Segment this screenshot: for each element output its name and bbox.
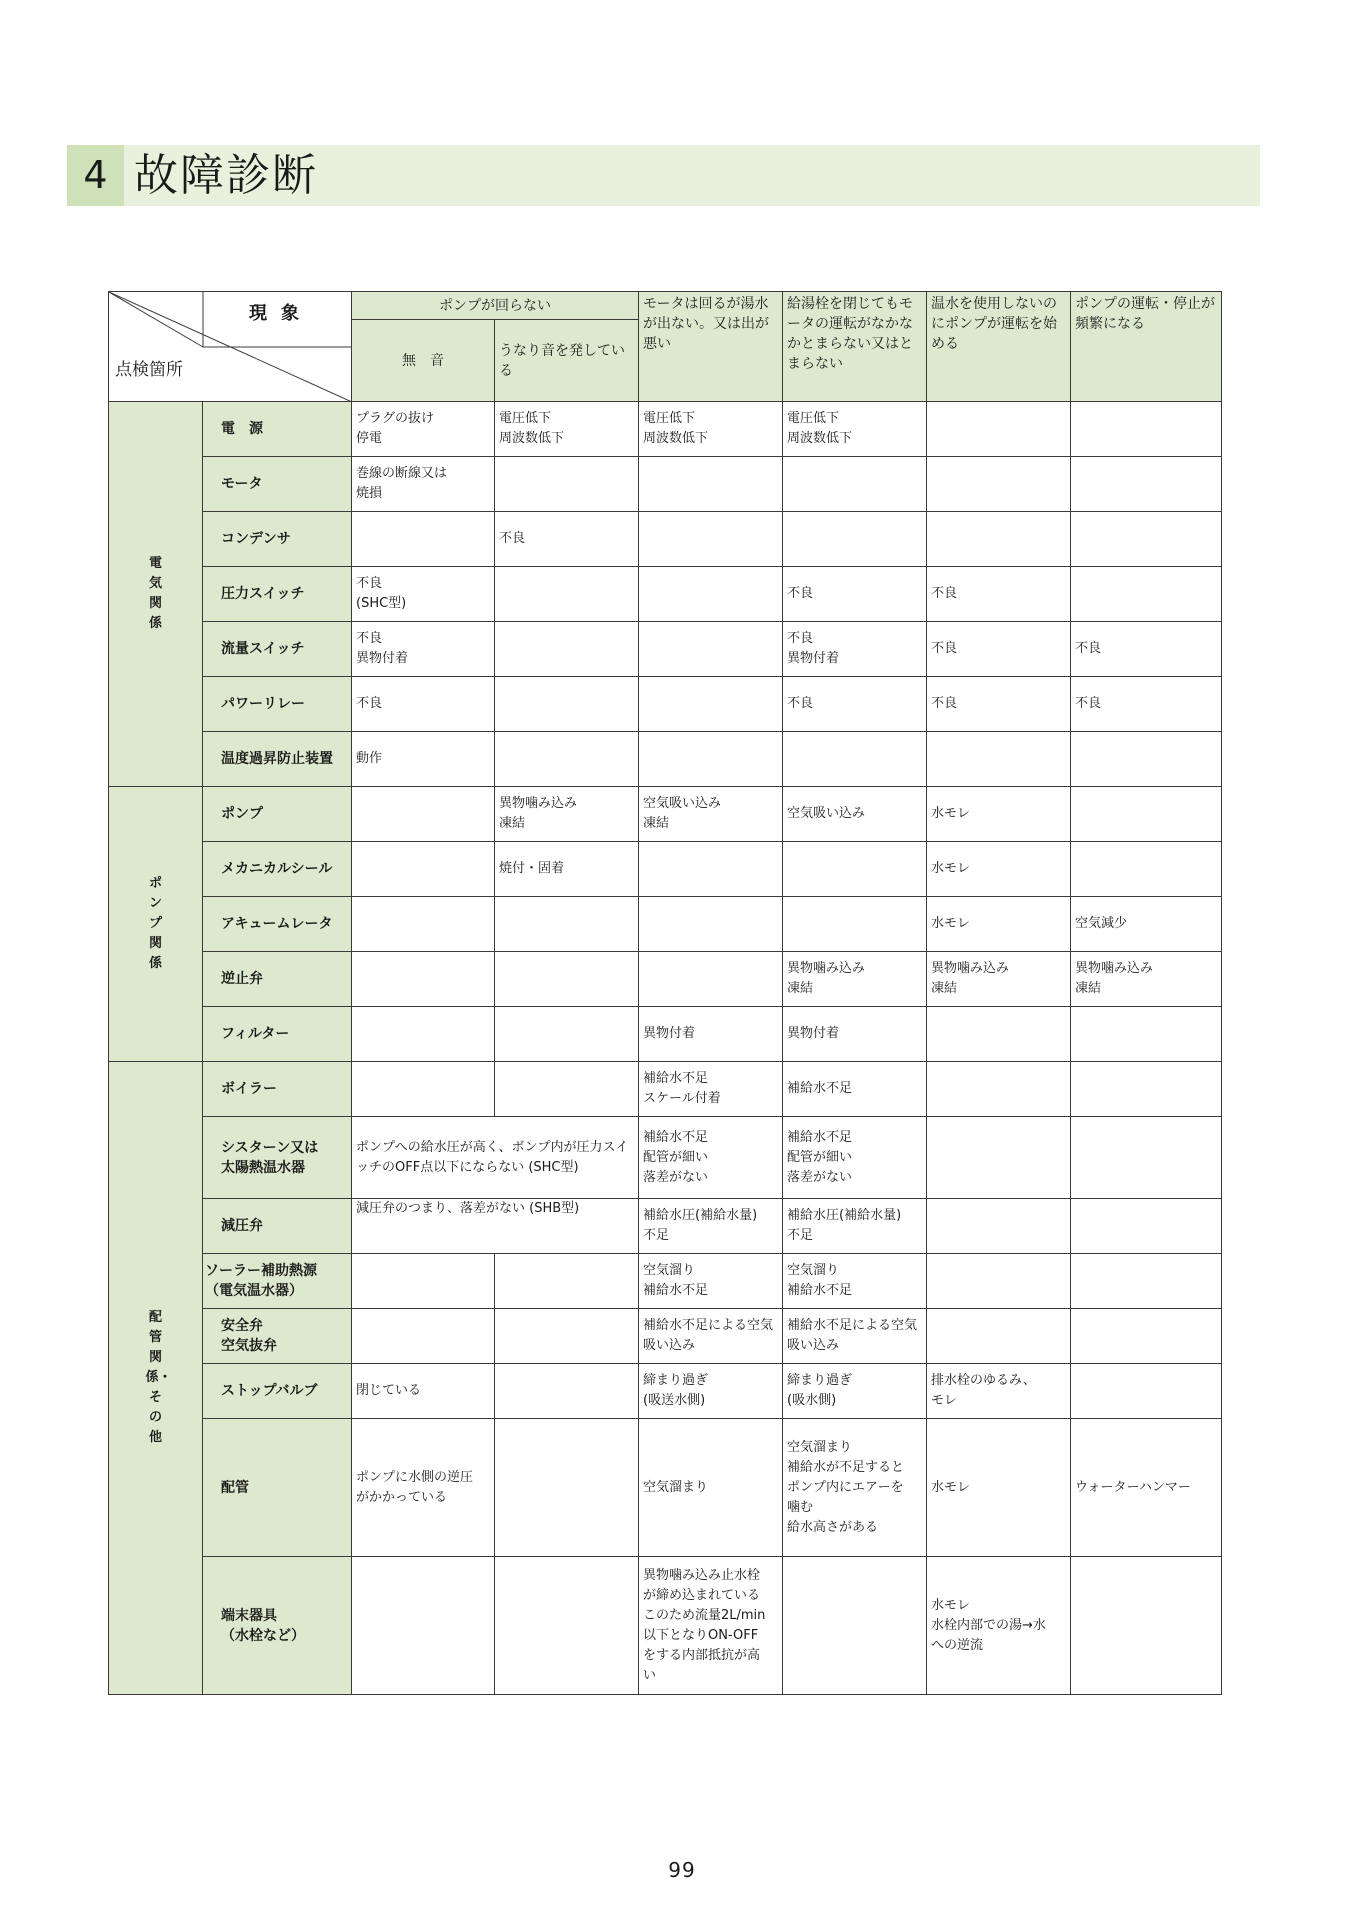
cell <box>927 1062 1071 1117</box>
item-label: 減圧弁 <box>203 1199 352 1254</box>
cell: 補給水不足による空気吸い込み <box>783 1309 927 1364</box>
cell: 不良 <box>495 512 639 567</box>
cell-merged: ポンプへの給水圧が高く、ボンプ内が圧力スイッチのOFF点以下にならない (SHC型) <box>352 1117 639 1199</box>
header-corner <box>109 292 352 402</box>
cell: 不良 異物付着 <box>352 622 495 677</box>
header-not-using: 温水を使用しないのにポンプが運転を始める <box>927 292 1071 402</box>
group-pump: ポンプ関係 <box>109 787 203 1062</box>
cell <box>927 1117 1071 1199</box>
cell <box>1071 457 1222 512</box>
page-number: 99 <box>668 1858 696 1882</box>
section-title: 故障診断 <box>134 150 318 201</box>
cell <box>495 567 639 622</box>
cell: 異物噛み込み 凍結 <box>1071 952 1222 1007</box>
cell: 動作 <box>352 732 495 787</box>
header-motor-turns: モータは回るが湯水が出ない。又は出が悪い <box>639 292 783 402</box>
cell <box>1071 1309 1222 1364</box>
cell: 空気減少 <box>1071 897 1222 952</box>
cell <box>352 787 495 842</box>
cell <box>352 842 495 897</box>
cell <box>352 1254 495 1309</box>
cell <box>352 1062 495 1117</box>
cell: 不良 <box>783 567 927 622</box>
cell: 異物付着 <box>639 1007 783 1062</box>
item-label: コンデンサ <box>203 512 352 567</box>
cell: 不良 <box>1071 677 1222 732</box>
cell: 電圧低下 周波数低下 <box>639 402 783 457</box>
cell <box>1071 1557 1222 1695</box>
cell: 空気吸い込み 凍結 <box>639 787 783 842</box>
cell <box>1071 1364 1222 1419</box>
item-label: ポンプ <box>203 787 352 842</box>
cell <box>927 512 1071 567</box>
cell: 空気溜まり 補給水が不足すると ポンプ内にエアーを 噛む 給水高さがある <box>783 1419 927 1557</box>
item-label: ボイラー <box>203 1062 352 1117</box>
item-label: 電 源 <box>203 402 352 457</box>
cell <box>352 952 495 1007</box>
cell: ウォーターハンマー <box>1071 1419 1222 1557</box>
cell <box>783 512 927 567</box>
cell: 水モレ <box>927 897 1071 952</box>
cell <box>783 1557 927 1695</box>
cell: 補給水不足 スケール付着 <box>639 1062 783 1117</box>
cell: 補給水圧(補給水量) 不足 <box>783 1199 927 1254</box>
section-title-bar <box>67 145 1260 206</box>
item-label: 安全弁 空気抜弁 <box>203 1309 352 1364</box>
cell <box>1071 512 1222 567</box>
cell <box>352 1309 495 1364</box>
cell <box>1071 402 1222 457</box>
cell: 不良 <box>352 677 495 732</box>
cell: 巻線の断線又は 焼損 <box>352 457 495 512</box>
cell <box>1071 1007 1222 1062</box>
cell <box>1071 1199 1222 1254</box>
cell <box>495 622 639 677</box>
cell: 異物噛み込み 凍結 <box>927 952 1071 1007</box>
header-faucet-closed: 給湯栓を閉じてもモータの運転がなかなかとまらない又はとまらない <box>783 292 927 402</box>
inspection-label: 点検箇所 <box>115 360 183 380</box>
cell <box>783 842 927 897</box>
item-label: 逆止弁 <box>203 952 352 1007</box>
cell: 空気溜り 補給水不足 <box>639 1254 783 1309</box>
cell: 電圧低下 周波数低下 <box>495 402 639 457</box>
cell: 異物噛み込み 凍結 <box>783 952 927 1007</box>
cell <box>352 512 495 567</box>
cell <box>639 842 783 897</box>
cell: 締まり過ぎ (吸水側) <box>783 1364 927 1419</box>
item-label: 流量スイッチ <box>203 622 352 677</box>
item-label: ストップバルブ <box>203 1364 352 1419</box>
cell: プラグの抜け 停電 <box>352 402 495 457</box>
cell: 補給水不足 配管が細い 落差がない <box>783 1117 927 1199</box>
item-label: 配管 <box>203 1419 352 1557</box>
cell: 異物噛み込み 凍結 <box>495 787 639 842</box>
item-label: フィルター <box>203 1007 352 1062</box>
cell: 水モレ 水栓内部での湯→水 への逆流 <box>927 1557 1071 1695</box>
troubleshooting-table <box>108 291 1222 1695</box>
section-number: 4 <box>67 145 124 206</box>
cell <box>927 1199 1071 1254</box>
cell <box>927 732 1071 787</box>
cell <box>639 622 783 677</box>
cell: 不良 (SHC型) <box>352 567 495 622</box>
cell: 電圧低下 周波数低下 <box>783 402 927 457</box>
item-label: 端末器具 （水栓など） <box>203 1557 352 1695</box>
cell <box>495 1309 639 1364</box>
cell: 不良 <box>1071 622 1222 677</box>
cell: 空気吸い込み <box>783 787 927 842</box>
item-label: パワーリレー <box>203 677 352 732</box>
cell: 水モレ <box>927 787 1071 842</box>
cell <box>927 1007 1071 1062</box>
cell <box>927 1254 1071 1309</box>
cell <box>352 1007 495 1062</box>
cell <box>495 1007 639 1062</box>
cell: 空気溜り 補給水不足 <box>783 1254 927 1309</box>
group-piping: 配管関係・その他 <box>109 1062 203 1695</box>
cell <box>495 1364 639 1419</box>
cell <box>783 457 927 512</box>
cell <box>495 1254 639 1309</box>
cell: 空気溜まり <box>639 1419 783 1557</box>
cell <box>783 897 927 952</box>
cell <box>639 897 783 952</box>
cell <box>927 1309 1071 1364</box>
cell <box>639 952 783 1007</box>
cell <box>495 1419 639 1557</box>
cell <box>1071 732 1222 787</box>
cell: ポンプに水側の逆圧 がかかっている <box>352 1419 495 1557</box>
cell <box>927 402 1071 457</box>
cell <box>495 457 639 512</box>
cell: 水モレ <box>927 1419 1071 1557</box>
cell <box>1071 1254 1222 1309</box>
item-label: ソーラー補助熱源 （電気温水器） <box>203 1254 352 1309</box>
cell <box>495 677 639 732</box>
cell <box>495 732 639 787</box>
cell <box>495 897 639 952</box>
item-label: アキュームレータ <box>203 897 352 952</box>
phenomenon-label: 現象 <box>249 303 313 324</box>
cell <box>639 512 783 567</box>
cell <box>1071 1117 1222 1199</box>
cell: 補給水不足による空気吸い込み <box>639 1309 783 1364</box>
cell: 排水栓のゆるみ、 モレ <box>927 1364 1071 1419</box>
cell: 異物噛み込み止水栓 が締め込まれている このため流量2L/min 以下となりON-OFF をする内部抵抗が高 い <box>639 1557 783 1695</box>
cell <box>1071 787 1222 842</box>
header-frequent: ポンプの運転・停止が頻繁になる <box>1071 292 1222 402</box>
cell: 補給水不足 <box>783 1062 927 1117</box>
cell: 補給水圧(補給水量) 不足 <box>639 1199 783 1254</box>
corner-diagonals <box>109 292 352 402</box>
header-silent: 無 音 <box>352 320 495 402</box>
cell <box>639 677 783 732</box>
header-humming: うなり音を発している <box>495 320 639 402</box>
cell <box>783 732 927 787</box>
item-label: 温度過昇防止装置 <box>203 732 352 787</box>
item-label: モータ <box>203 457 352 512</box>
cell: 締まり過ぎ (吸送水側) <box>639 1364 783 1419</box>
cell: 不良 <box>927 567 1071 622</box>
cell <box>352 1557 495 1695</box>
cell <box>1071 567 1222 622</box>
cell <box>927 457 1071 512</box>
cell <box>495 952 639 1007</box>
item-label: 圧力スイッチ <box>203 567 352 622</box>
cell <box>639 732 783 787</box>
cell: 不良 <box>927 677 1071 732</box>
cell <box>1071 1062 1222 1117</box>
cell <box>495 1062 639 1117</box>
cell: 閉じている <box>352 1364 495 1419</box>
cell: 補給水不足 配管が細い 落差がない <box>639 1117 783 1199</box>
item-label: シスターン又は 太陽熱温水器 <box>203 1117 352 1199</box>
cell: 焼付・固着 <box>495 842 639 897</box>
cell: 異物付着 <box>783 1007 927 1062</box>
cell: 不良 <box>927 622 1071 677</box>
cell: 不良 <box>783 677 927 732</box>
item-label: メカニカルシール <box>203 842 352 897</box>
cell <box>639 567 783 622</box>
cell <box>1071 842 1222 897</box>
cell: 不良 異物付着 <box>783 622 927 677</box>
cell <box>352 897 495 952</box>
group-electric: 電気関係 <box>109 402 203 787</box>
cell-merged: 減圧弁のつまり、落差がない (SHB型) <box>352 1199 639 1254</box>
cell <box>639 457 783 512</box>
cell <box>495 1557 639 1695</box>
cell: 水モレ <box>927 842 1071 897</box>
header-no-rotate: ポンプが回らない <box>352 292 639 320</box>
